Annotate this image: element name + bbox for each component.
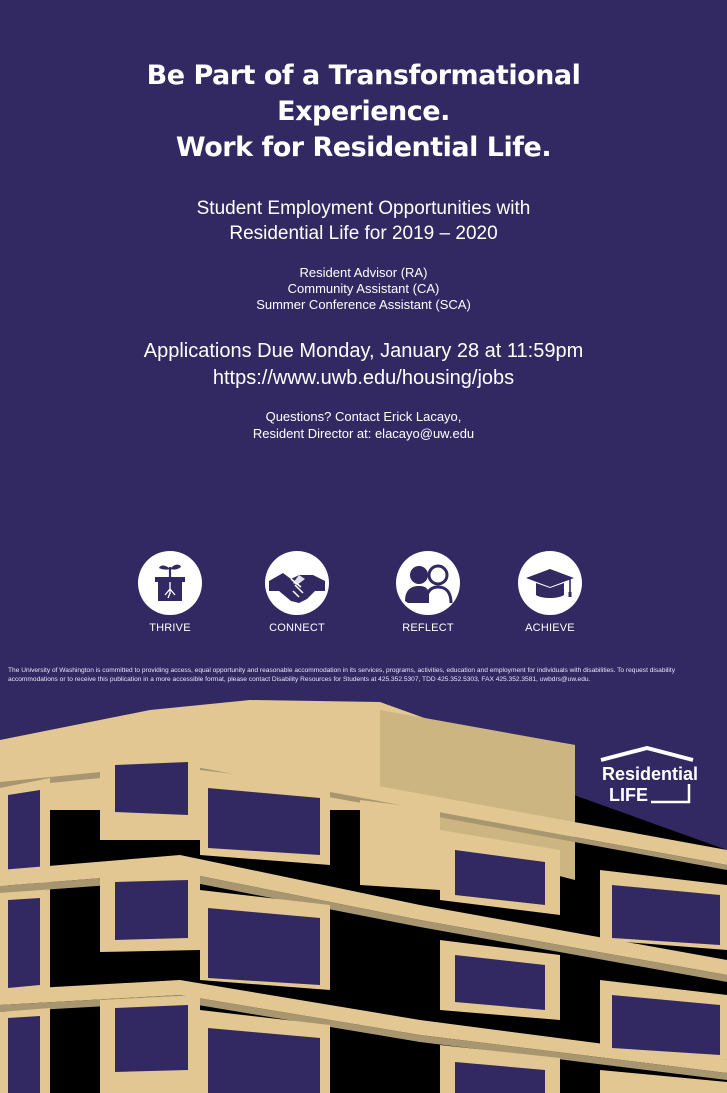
deadline-block bbox=[0, 338, 727, 392]
value-achieve bbox=[500, 551, 600, 634]
headline-line-2: Experience. bbox=[277, 96, 450, 127]
value-thrive bbox=[120, 551, 220, 634]
value-label: CONNECT bbox=[269, 622, 325, 634]
value-connect bbox=[247, 551, 347, 634]
values-icon-row bbox=[0, 551, 727, 641]
roles-list bbox=[0, 265, 727, 313]
handshake-icon bbox=[265, 551, 329, 615]
value-label: THRIVE bbox=[149, 622, 191, 634]
subhead-line-1: Student Employment Opportunities with bbox=[196, 198, 531, 219]
deadline-text: Applications Due Monday, January 28 at 11:59pm bbox=[143, 340, 584, 362]
headline bbox=[0, 58, 727, 166]
logo-text-life: LIFE bbox=[609, 785, 648, 805]
graduation-cap-icon bbox=[518, 551, 582, 615]
role-item: Community Assistant (CA) bbox=[287, 281, 440, 296]
subhead-line-2: Residential Life for 2019 – 2020 bbox=[229, 223, 498, 244]
contact-line-2: Resident Director at: elacayo@uw.edu bbox=[252, 426, 475, 441]
accessibility-disclaimer: The University of Washington is committed to providing access, equal opportunity and reasonable accommodation in its services, programs, activities, education and employment for individuals with disabilities. To request disability accommodations or to receive this publication in a more accessible format, please contact Disability Resources for Students at 425.352.5307, TDD 425.352.5303, FAX 425.352.3581, uwbdrs@uw.edu. bbox=[8, 667, 676, 683]
contact-block bbox=[0, 408, 727, 442]
subhead bbox=[0, 196, 727, 246]
headline-line-3: Work for Residential Life. bbox=[175, 132, 552, 163]
logo-text-residential: Residential bbox=[602, 764, 697, 784]
value-label: REFLECT bbox=[402, 622, 454, 634]
role-item: Summer Conference Assistant (SCA) bbox=[256, 297, 471, 312]
residential-life-logo bbox=[597, 746, 697, 813]
people-reflection-icon bbox=[396, 551, 460, 615]
value-reflect bbox=[378, 551, 478, 634]
role-item: Resident Advisor (RA) bbox=[299, 265, 428, 280]
house-roof-icon bbox=[597, 746, 697, 808]
contact-line-1: Questions? Contact Erick Lacayo, bbox=[265, 409, 462, 424]
jobs-url-link[interactable]: https://www.uwb.edu/housing/jobs bbox=[212, 367, 515, 389]
headline-line-1: Be Part of a Transformational bbox=[146, 60, 581, 91]
plant-in-pot-icon bbox=[138, 551, 202, 615]
value-label: ACHIEVE bbox=[525, 622, 575, 634]
